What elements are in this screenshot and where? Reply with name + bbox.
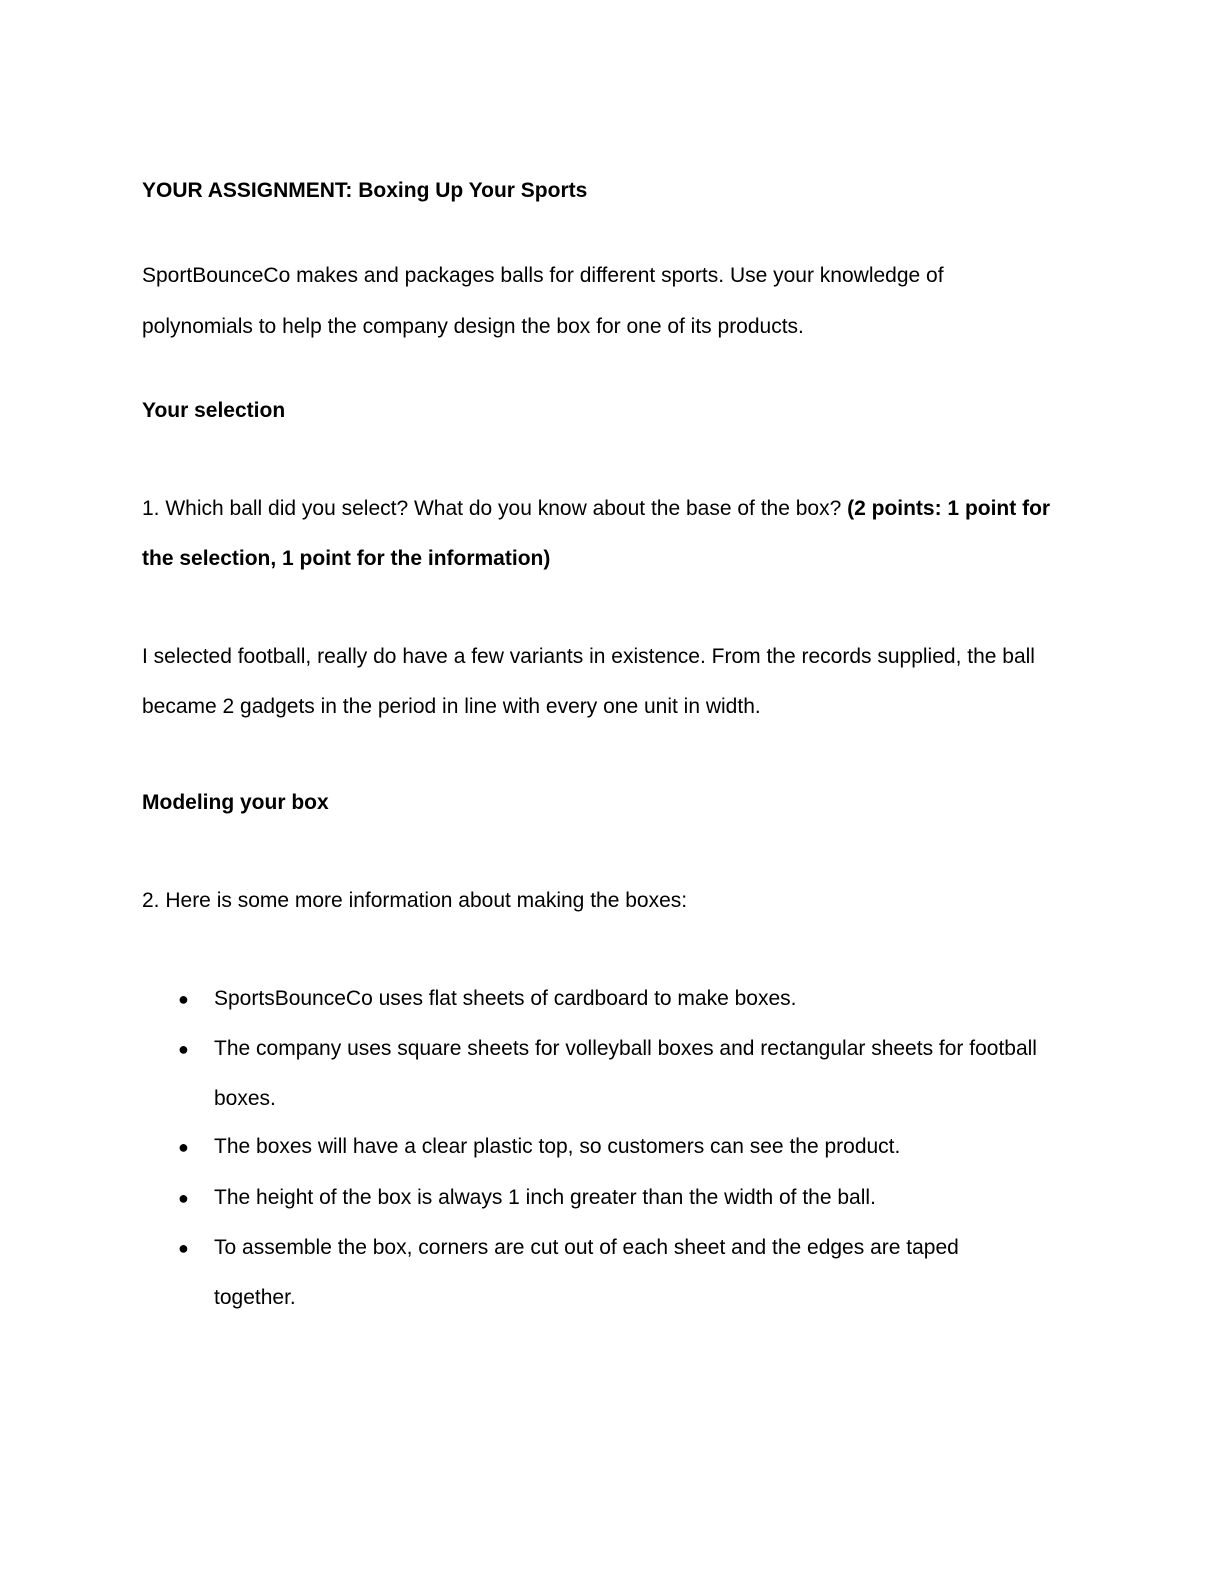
list-item-text: The company uses square sheets for volleyball boxes and rectangular sheets for football <box>214 1037 1037 1060</box>
list-item-text: SportsBounceCo uses flat sheets of cardboard to make boxes. <box>214 987 797 1010</box>
list-item <box>0 1133 1224 1161</box>
list-item-text: boxes. <box>214 1087 276 1110</box>
question-1-line-2: the selection, 1 point for the information) <box>142 547 551 570</box>
bullet-icon: ● <box>178 1238 189 1258</box>
answer-1-line-2: became 2 gadgets in the period in line with every one unit in width. <box>142 695 761 718</box>
intro-line-2: polynomials to help the company design the box for one of its products. <box>142 315 804 338</box>
question-1-text: 1. Which ball did you select? What do you know about the base of the box? <box>142 497 848 520</box>
list-item-continuation <box>0 1085 1224 1113</box>
list-item <box>0 1035 1224 1063</box>
question-1-points: (2 points: 1 point for <box>847 497 1051 520</box>
list-item <box>0 985 1224 1013</box>
bullet-icon: ● <box>178 1188 189 1208</box>
answer-1-line-1: I selected football, really do have a few variants in existence. From the records supplied, the ball <box>142 645 1035 668</box>
list-item-text: together. <box>214 1286 296 1309</box>
list-item <box>0 1184 1224 1212</box>
section-heading-modeling: Modeling your box <box>142 791 329 814</box>
list-item-continuation <box>0 1284 1224 1312</box>
question-1-line-1 <box>142 495 1050 523</box>
list-item-text: To assemble the box, corners are cut out of each sheet and the edges are taped <box>214 1236 959 1259</box>
bullet-icon: ● <box>178 1137 189 1157</box>
section-heading-selection: Your selection <box>142 399 286 422</box>
list-item-text: The boxes will have a clear plastic top, so customers can see the product. <box>214 1135 901 1158</box>
bullet-icon: ● <box>178 989 189 1009</box>
list-item <box>0 1234 1224 1262</box>
list-item-text: The height of the box is always 1 inch greater than the width of the ball. <box>214 1186 876 1209</box>
intro-line-1: SportBounceCo makes and packages balls for different sports. Use your knowledge of <box>142 264 944 287</box>
bullet-icon: ● <box>178 1039 189 1059</box>
document-title: YOUR ASSIGNMENT: Boxing Up Your Sports <box>142 179 588 202</box>
question-2: 2. Here is some more information about making the boxes: <box>142 889 688 912</box>
